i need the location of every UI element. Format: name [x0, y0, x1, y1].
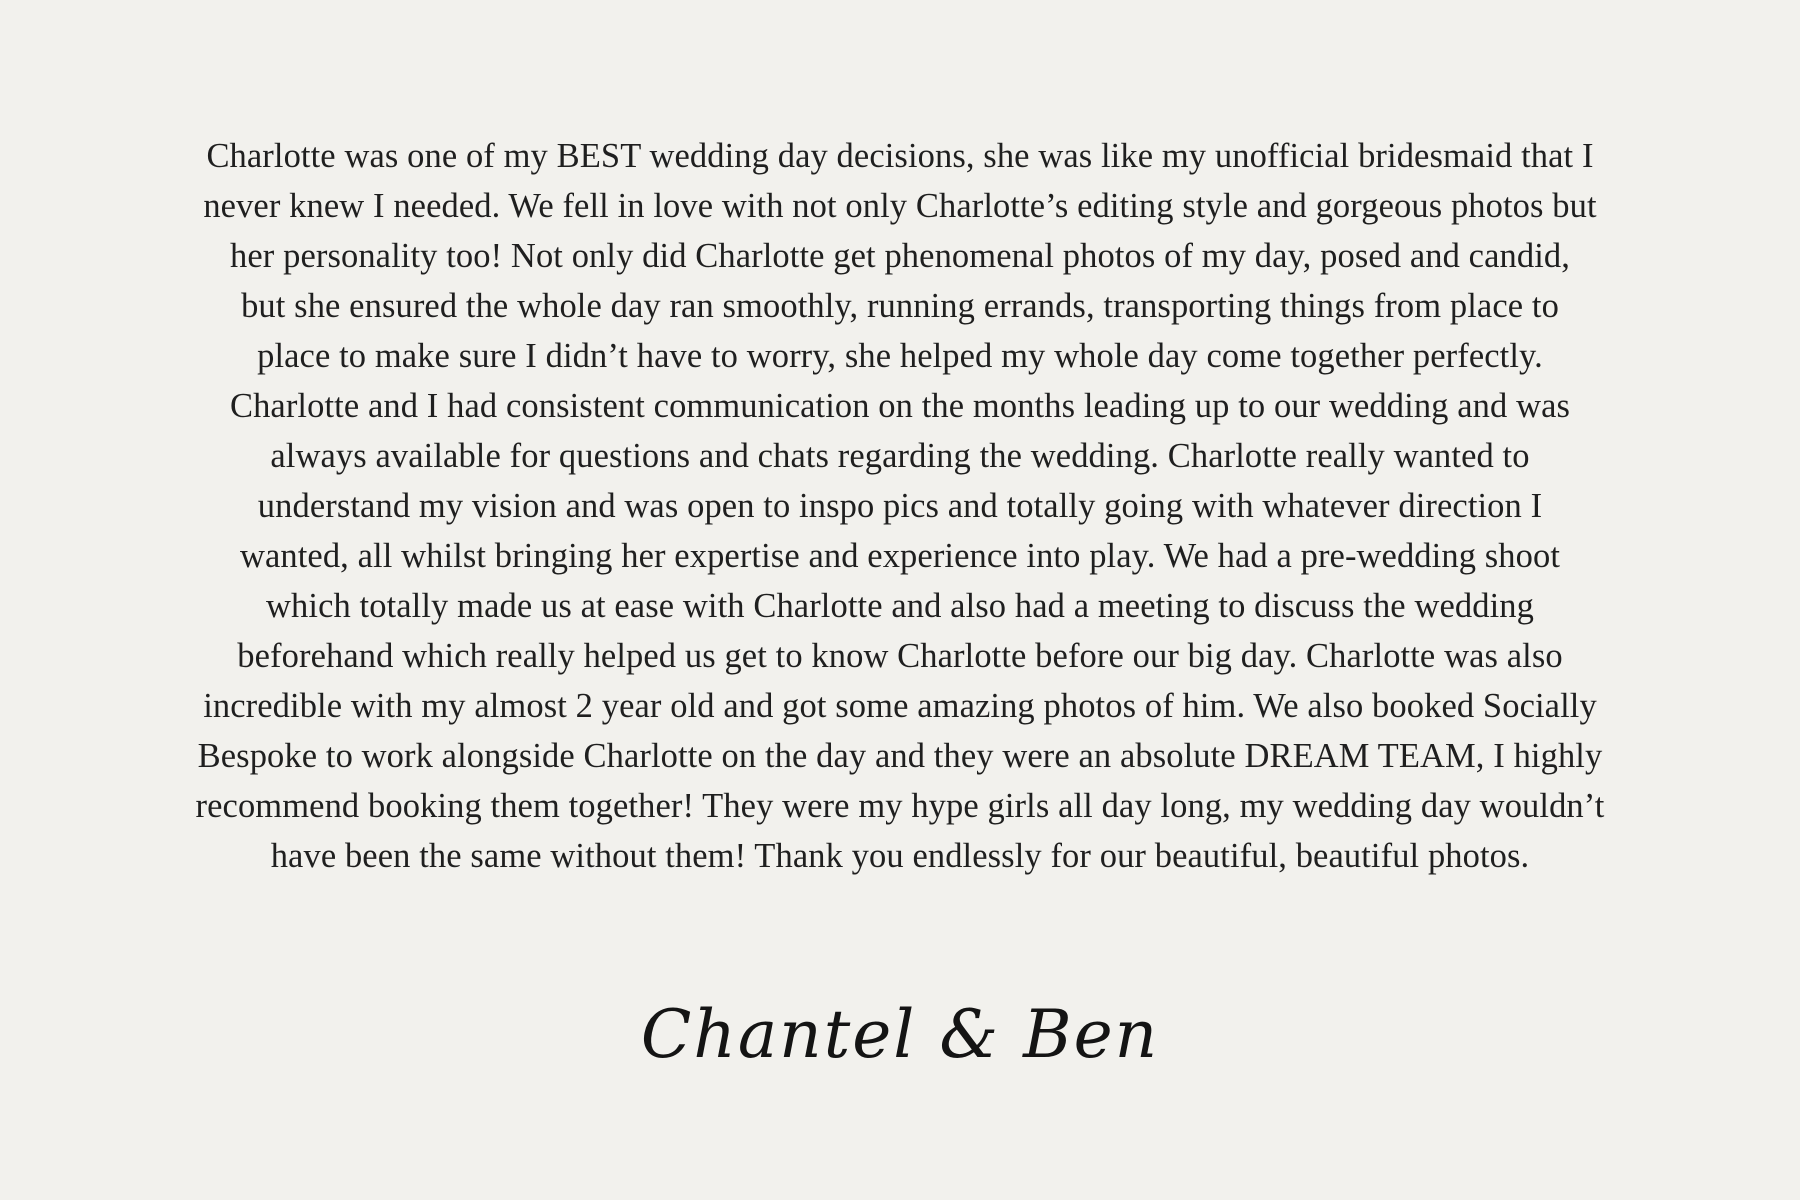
testimonial-line: place to make sure I didn’t have to worry, she helped my whole day come together perfectly. [257, 337, 1543, 375]
testimonial-line: beforehand which really helped us get to know Charlotte before our big day. Charlotte was also [237, 637, 1563, 675]
testimonial-text [150, 131, 1650, 881]
testimonial-line: but she ensured the whole day ran smoothly, running errands, transporting things from place to [241, 287, 1559, 325]
testimonial-line: which totally made us at ease with Charlotte and also had a meeting to discuss the wedding [266, 587, 1534, 625]
testimonial-line: understand my vision and was open to inspo pics and totally going with whatever direction I [257, 487, 1543, 525]
testimonial-line: wanted, all whilst bringing her expertise and experience into play. We had a pre-wedding shoot [239, 537, 1561, 575]
testimonial-line: incredible with my almost 2 year old and got some amazing photos of him. We also booked Socially [203, 687, 1597, 725]
testimonial-line: have been the same without them! Thank you endlessly for our beautiful, beautiful photos. [270, 837, 1530, 875]
testimonial-line: Bespoke to work alongside Charlotte on the day and they were an absolute DREAM TEAM, I highly [197, 737, 1603, 775]
testimonial-line: always available for questions and chats regarding the wedding. Charlotte really wanted to [270, 437, 1530, 475]
testimonial-line: Charlotte was one of my BEST wedding day decisions, she was like my unofficial bridesmaid that I [206, 137, 1594, 175]
testimonial-line: Charlotte and I had consistent communication on the months leading up to our wedding and was [229, 387, 1571, 425]
testimonial-line: never knew I needed. We fell in love with not only Charlotte’s editing style and gorgeous photos but [203, 187, 1597, 225]
signature: Chantel & Ben [640, 996, 1160, 1073]
testimonial-line: recommend booking them together! They were my hype girls all day long, my wedding day wouldn’t [195, 787, 1605, 825]
testimonial-line: her personality too! Not only did Charlotte get phenomenal photos of my day, posed and candid, [230, 237, 1570, 275]
